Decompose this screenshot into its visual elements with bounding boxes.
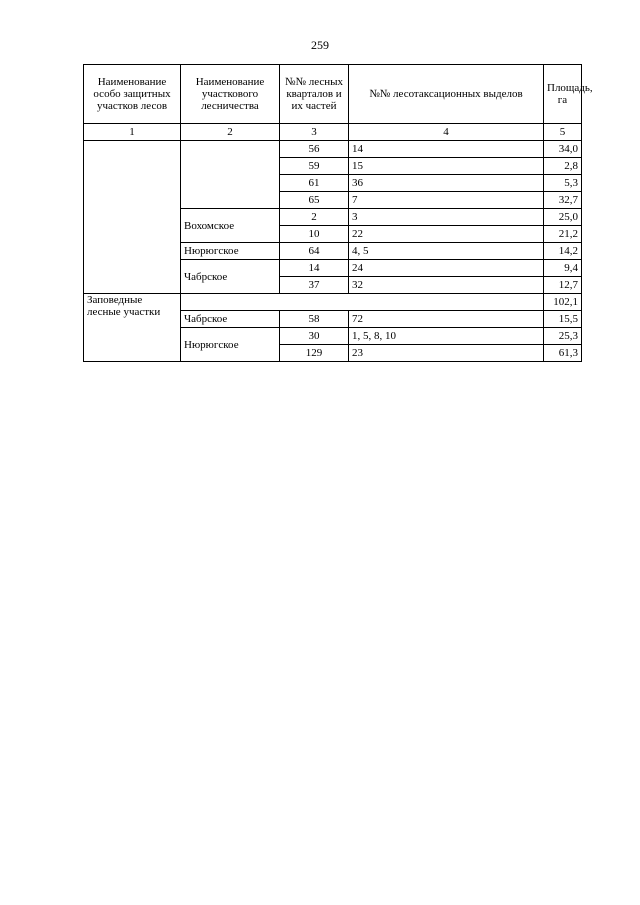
area-cell: 5,3 (544, 175, 582, 192)
header-protected-area-name: Наименование особо защитных участков лесов (84, 65, 181, 124)
page-number: 259 (311, 38, 329, 52)
forestry-cell-empty (181, 141, 280, 209)
forestry-cell-chabrskoe: Чабрское (181, 311, 280, 328)
plots-cell: 23 (349, 345, 544, 362)
quarter-cell: 2 (280, 209, 349, 226)
area-cell: 61,3 (544, 345, 582, 362)
plots-cell: 7 (349, 192, 544, 209)
area-cell: 2,8 (544, 158, 582, 175)
forest-areas-table (83, 64, 593, 362)
header-quarter-numbers: №№ лесных кварталов и их частей (280, 65, 349, 124)
quarter-cell: 129 (280, 345, 349, 362)
area-cell: 14,2 (544, 243, 582, 260)
plots-cell: 4, 5 (349, 243, 544, 260)
area-cell: 34,0 (544, 141, 582, 158)
column-number: 3 (280, 124, 349, 141)
column-number: 2 (181, 124, 280, 141)
table-row (84, 141, 582, 158)
plots-cell: 14 (349, 141, 544, 158)
column-number: 1 (84, 124, 181, 141)
group-total-spacer (181, 294, 544, 311)
quarter-cell: 61 (280, 175, 349, 192)
plots-cell: 1, 5, 8, 10 (349, 328, 544, 345)
header-area: Площадь, га (544, 65, 582, 124)
area-cell: 32,7 (544, 192, 582, 209)
quarter-cell: 10 (280, 226, 349, 243)
quarter-cell: 56 (280, 141, 349, 158)
area-cell: 25,3 (544, 328, 582, 345)
quarter-cell: 14 (280, 260, 349, 277)
group-total-area-cell: 102,1 (544, 294, 582, 311)
forestry-cell-nyuryugskoe: Нюрюгское (181, 243, 280, 260)
plots-cell: 3 (349, 209, 544, 226)
header-forestry-name: Наименование участкового лесничества (181, 65, 280, 124)
plots-cell: 22 (349, 226, 544, 243)
plots-cell: 15 (349, 158, 544, 175)
quarter-cell: 65 (280, 192, 349, 209)
table-row-group-total (84, 294, 582, 311)
protected-area-cell-empty (84, 141, 181, 294)
area-cell: 15,5 (544, 311, 582, 328)
column-number-row (84, 124, 582, 141)
header-plot-numbers: №№ лесотаксационных выделов (349, 65, 544, 124)
area-cell: 21,2 (544, 226, 582, 243)
quarter-cell: 64 (280, 243, 349, 260)
quarter-cell: 58 (280, 311, 349, 328)
forestry-cell-nyuryugskoe: Нюрюгское (181, 328, 280, 362)
column-number: 5 (544, 124, 582, 141)
quarter-cell: 30 (280, 328, 349, 345)
plots-cell: 36 (349, 175, 544, 192)
table-header-row (84, 65, 582, 124)
plots-cell: 72 (349, 311, 544, 328)
plots-cell: 32 (349, 277, 544, 294)
area-cell: 12,7 (544, 277, 582, 294)
quarter-cell: 37 (280, 277, 349, 294)
column-number: 4 (349, 124, 544, 141)
area-cell: 25,0 (544, 209, 582, 226)
protected-area-name-cell: Заповедные лесные участки (84, 294, 181, 362)
plots-cell: 24 (349, 260, 544, 277)
forestry-cell-vokhomskoe: Вохомское (181, 209, 280, 243)
forestry-cell-chabrskoe: Чабрское (181, 260, 280, 294)
area-cell: 9,4 (544, 260, 582, 277)
quarter-cell: 59 (280, 158, 349, 175)
